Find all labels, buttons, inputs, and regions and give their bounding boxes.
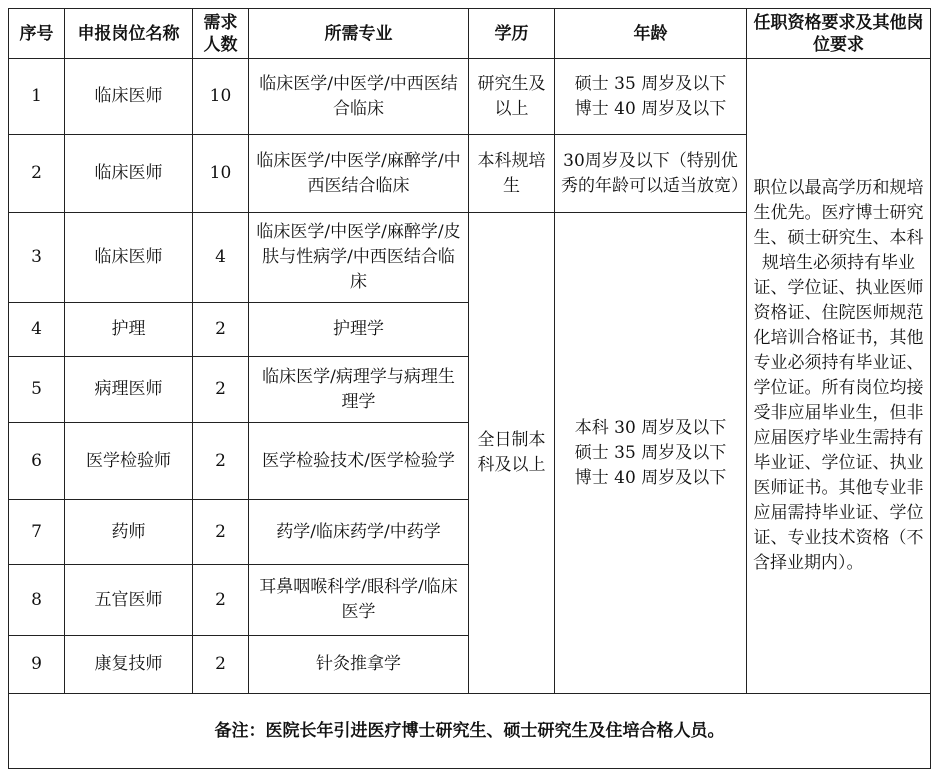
header-education: 学历 [469, 9, 555, 59]
row-count: 10 [193, 59, 249, 135]
age-line: 本科 30 周岁及以下 [574, 417, 727, 438]
education-cell-1: 研究生及以上 [469, 59, 555, 135]
row-major: 临床医学/中医学/中西医结合临床 [249, 59, 469, 135]
row-no: 5 [9, 357, 65, 423]
requirements-cell: 职位以最高学历和规培生优先。医疗博士研究生、硕士研究生、本科规培生必须持有毕业证、学位证、执业医师资格证、住院医师规范化培训合格证书，其他专业必须持有毕业证、学位证。所有岗位均接受非应届毕业生，但非应届医疗毕业生需持有毕业证、学位证、执业医师证书。其他专业非应届需持毕业证、学位证、专业技术资格（不含择业期内）。 [747, 59, 931, 694]
header-position: 申报岗位名称 [65, 9, 193, 59]
row-no: 7 [9, 500, 65, 565]
row-count: 10 [193, 135, 249, 213]
age-cell-3 [555, 213, 747, 694]
age-line: 硕士 35 周岁及以下 [574, 442, 727, 463]
row-count: 2 [193, 565, 249, 636]
row-count: 2 [193, 423, 249, 500]
row-no: 2 [9, 135, 65, 213]
age-line: 硕士 35 周岁及以下 [574, 73, 727, 94]
footnote-row [9, 694, 931, 769]
row-major: 针灸推拿学 [249, 636, 469, 694]
header-no: 序号 [9, 9, 65, 59]
row-major: 临床医学/病理学与病理生理学 [249, 357, 469, 423]
header-major: 所需专业 [249, 9, 469, 59]
table-row [9, 59, 931, 135]
row-position: 医学检验师 [65, 423, 193, 500]
row-position: 临床医师 [65, 59, 193, 135]
row-no: 6 [9, 423, 65, 500]
header-age: 年龄 [555, 9, 747, 59]
row-position: 临床医师 [65, 135, 193, 213]
education-cell-3: 全日制本科及以上 [469, 213, 555, 694]
row-no: 4 [9, 303, 65, 357]
row-no: 3 [9, 213, 65, 303]
row-count: 4 [193, 213, 249, 303]
row-count: 2 [193, 636, 249, 694]
row-no: 8 [9, 565, 65, 636]
row-major: 药学/临床药学/中药学 [249, 500, 469, 565]
row-major: 医学检验技术/医学检验学 [249, 423, 469, 500]
age-line: 博士 40 周岁及以下 [574, 98, 727, 119]
row-major: 护理学 [249, 303, 469, 357]
row-count: 2 [193, 303, 249, 357]
footnote: 备注：医院长年引进医疗博士研究生、硕士研究生及住培合格人员。 [9, 694, 931, 769]
row-count: 2 [193, 357, 249, 423]
header-requirements: 任职资格要求及其他岗位要求 [747, 9, 931, 59]
row-no: 1 [9, 59, 65, 135]
recruitment-table [8, 8, 931, 769]
row-major: 临床医学/中医学/麻醉学/中西医结合临床 [249, 135, 469, 213]
age-cell-1 [555, 59, 747, 135]
education-cell-2: 本科规培生 [469, 135, 555, 213]
age-cell-2: 30周岁及以下（特别优秀的年龄可以适当放宽） [555, 135, 747, 213]
row-position: 护理 [65, 303, 193, 357]
row-no: 9 [9, 636, 65, 694]
header-count: 需求人数 [193, 9, 249, 59]
row-count: 2 [193, 500, 249, 565]
row-position: 临床医师 [65, 213, 193, 303]
row-position: 五官医师 [65, 565, 193, 636]
row-position: 病理医师 [65, 357, 193, 423]
header-row [9, 9, 931, 59]
age-line: 博士 40 周岁及以下 [574, 467, 727, 488]
row-position: 药师 [65, 500, 193, 565]
row-major: 耳鼻咽喉科学/眼科学/临床医学 [249, 565, 469, 636]
row-position: 康复技师 [65, 636, 193, 694]
row-major: 临床医学/中医学/麻醉学/皮肤与性病学/中西医结合临床 [249, 213, 469, 303]
